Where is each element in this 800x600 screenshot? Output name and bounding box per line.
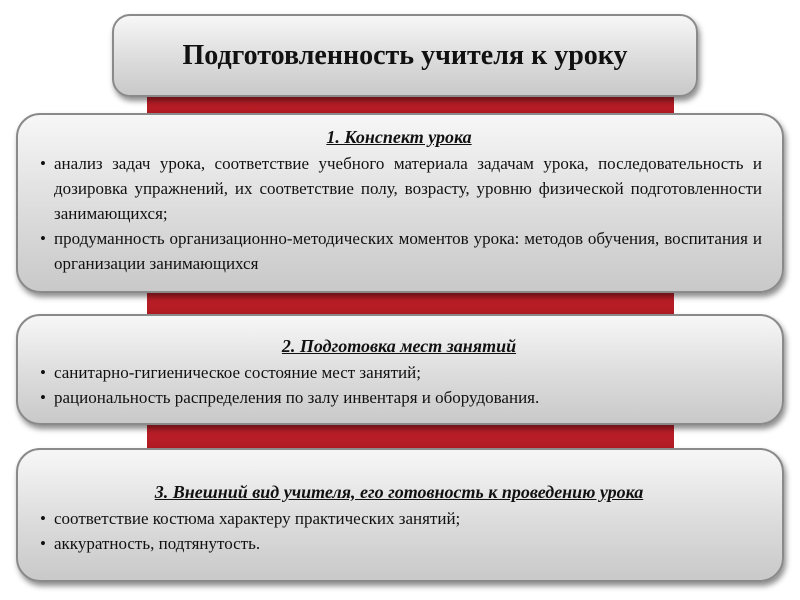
list-item: • санитарно-гигиеническое состояние мест занятий; bbox=[36, 360, 762, 385]
bullet-icon: • bbox=[40, 388, 46, 407]
list-item: • рациональность распределения по залу инвентаря и оборудования. bbox=[36, 385, 762, 410]
bullet-list bbox=[36, 506, 762, 556]
bullet-icon: • bbox=[40, 534, 46, 553]
section-heading: 3. Внешний вид учителя, его готовность к проведению урока bbox=[154, 482, 644, 502]
section-heading: 2. Подготовка мест занятий bbox=[281, 336, 517, 356]
bullet-list bbox=[36, 151, 762, 276]
section-lesson-plan bbox=[16, 113, 784, 293]
bullet-icon: • bbox=[40, 509, 46, 528]
bullet-icon: • bbox=[40, 154, 46, 173]
connector-bar-3 bbox=[147, 422, 674, 451]
page-title: Подготовленность учителя к уроку bbox=[182, 39, 628, 71]
bullet-list bbox=[36, 360, 762, 410]
bullet-icon: • bbox=[40, 229, 46, 248]
list-item: • продуманность организационно-методических моментов урока: методов обучения, воспитания и организации занимающихся bbox=[36, 226, 762, 276]
section-heading: 1. Конспект урока bbox=[326, 127, 472, 147]
list-item: • аккуратность, подтянутость. bbox=[36, 531, 762, 556]
list-item: • анализ задач урока, соответствие учебного материала задачам урока, последовательность и дозировка упражнений, их соответствие полу, возрасту, уровню физической подготовленности занимающихся; bbox=[36, 151, 762, 226]
connector-bar-2 bbox=[147, 290, 674, 317]
section-teacher-appearance bbox=[16, 448, 784, 582]
bullet-icon: • bbox=[40, 363, 46, 382]
section-venue-preparation bbox=[16, 314, 784, 425]
list-item: • соответствие костюма характеру практических занятий; bbox=[36, 506, 762, 531]
title-box bbox=[112, 14, 698, 97]
